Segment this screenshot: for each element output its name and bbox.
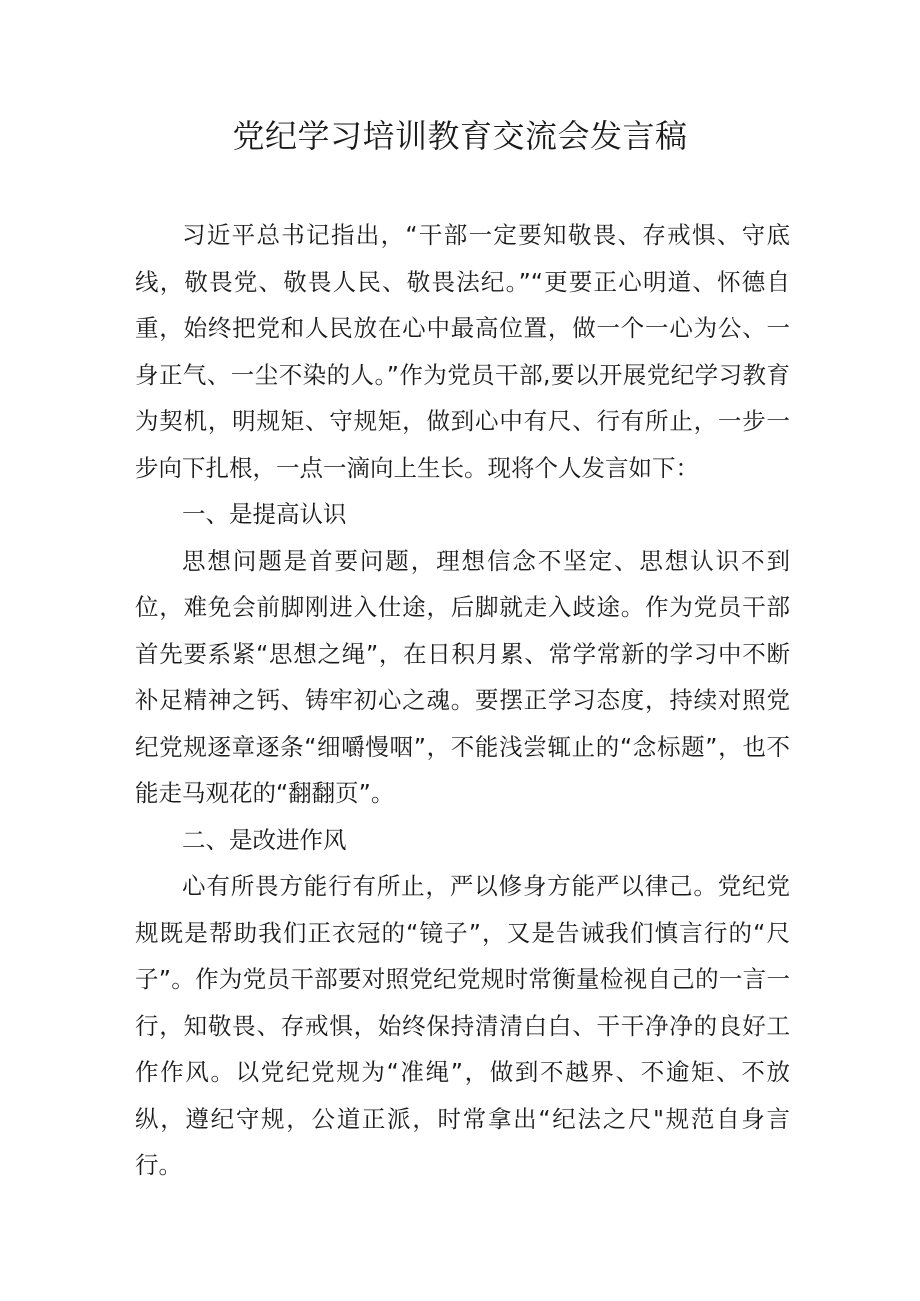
document-title: 党纪学习培训教育交流会发言稿 bbox=[232, 117, 688, 155]
section-heading-2: 二、是改进作风 bbox=[182, 825, 347, 854]
section-paragraph-1: 思想问题是首要问题，理想信念不坚定、思想认识不到位，难免会前脚刚进入仕途，后脚就走入歧途。作为党员干部首先要系紧“思想之绳”，在日积月累、常学常新的学习中不断补足精神之钙、铸牢初心之魂。要摆正学习态度，持续对照党纪党规逐章逐条“细嚼慢咽”，不能浅尝辄止的“念标题”，也不能走马观花的“翻翻页”。 bbox=[135, 546, 790, 807]
section-heading-1: 一、是提高认识 bbox=[182, 500, 347, 528]
intro-paragraph: 习近平总书记指出，“干部一定要知敬畏、存戒惧、守底线，敬畏党、敬畏人民、敬畏法纪。”“更要正心明道、怀德自重，始终把党和人民放在心中最高位置，做一个一心为公、一身正气、一尘不染的人。”作为党员干部,要以开展党纪学习教育为契机，明规矩、守规矩，做到心中有尺、行有所止，一步一步向下扎根，一点一滴向上生长。现将个人发言如下： bbox=[135, 221, 790, 482]
section-paragraph-2: 心有所畏方能行有所止，严以修身方能严以律己。党纪党规既是帮助我们正衣冠的“镜子”，又是告诫我们慎言行的“尺子”。作为党员干部要对照党纪党规时常衡量检视自己的一言一行，知敬畏、存戒惧，始终保持清清白白、干干净净的良好工作作风。以党纪党规为“准绳”，做到不越界、不逾矩、不放纵，遵纪守规，公道正派，时常拿出“纪法之尺"规范自身言行。 bbox=[135, 872, 790, 1179]
document-body bbox=[135, 212, 790, 1189]
